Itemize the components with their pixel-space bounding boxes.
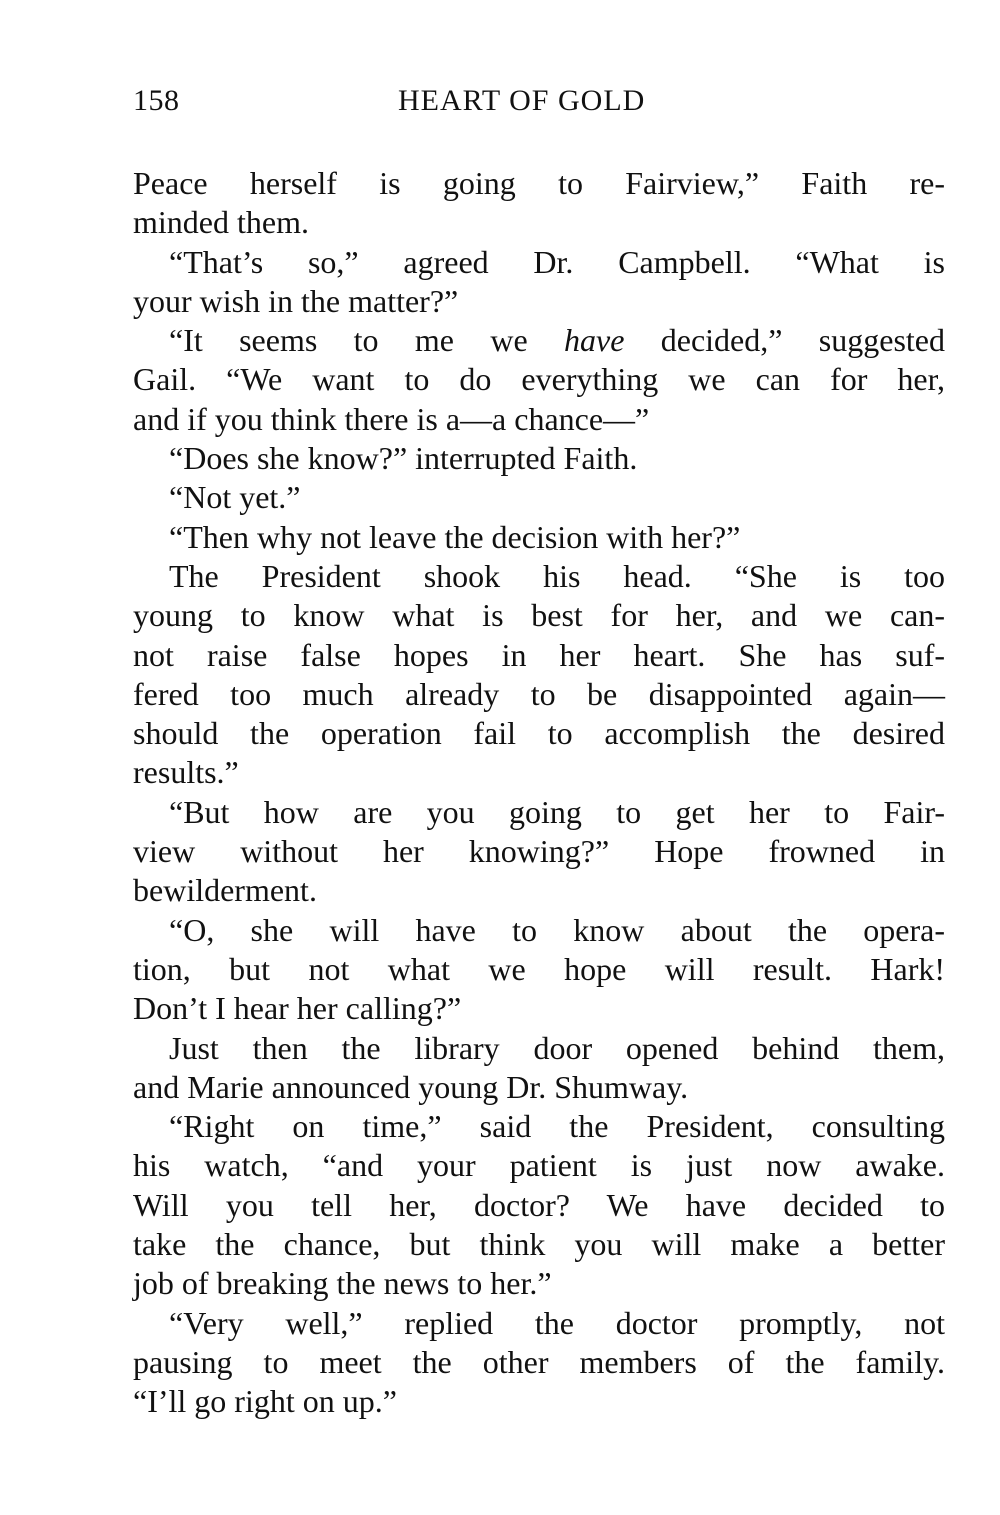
text-line: “But how are you going to get her to Fair- [169, 793, 945, 830]
text-line: not raise false hopes in her heart. She has suf- [133, 636, 945, 673]
text-line: Gail. “We want to do everything we can for her, [133, 361, 945, 398]
page-header [133, 84, 945, 128]
text-line: pausing to meet the other members of the family. [133, 1343, 945, 1380]
text-line: “Right on time,” said the President, consulting [169, 1108, 945, 1145]
text-line: Will you tell her, doctor? We have decided to [133, 1186, 945, 1223]
text-line: his watch, “and your patient is just now awake. [133, 1147, 945, 1184]
text-line: view without her knowing?” Hope frowned in [133, 833, 945, 870]
text-line: “Then why not leave the decision with her?” [169, 518, 741, 555]
text-line: young to know what is best for her, and we can- [133, 597, 945, 634]
text-line: and Marie announced young Dr. Shumway. [133, 1068, 689, 1105]
text-line: “Does she know?” interrupted Faith. [169, 440, 638, 477]
text-line: The President shook his head. “She is too [169, 557, 945, 594]
text-line: tion, but not what we hope will result. Hark! [133, 950, 945, 987]
body-text [133, 164, 945, 1422]
text-line: “It seems to me we have decided,” suggested [169, 322, 946, 359]
page-number: 158 [133, 84, 180, 117]
text-line: take the chance, but think you will make a better [133, 1226, 945, 1263]
text-line: results.” [133, 754, 239, 791]
text-line: job of breaking the news to her.” [133, 1265, 552, 1302]
text-line: Just then the library door opened behind them, [169, 1029, 945, 1066]
text-line: Don’t I hear her calling?” [133, 990, 462, 1027]
text-line: Peace herself is going to Fairview,” Faith re- [133, 165, 945, 201]
text-line: minded them. [133, 204, 309, 241]
emphasized-word: have [564, 322, 625, 359]
text-line: “I’ll go right on up.” [133, 1383, 397, 1420]
text-line: “Not yet.” [169, 479, 301, 516]
text-line: “O, she will have to know about the opera- [169, 911, 945, 948]
text-line: “That’s so,” agreed Dr. Campbell. “What is [169, 243, 945, 280]
text-line: “Very well,” replied the doctor promptly, not [169, 1304, 945, 1341]
text-line: should the operation fail to accomplish the desired [133, 715, 945, 752]
text-line: fered too much already to be disappointed again— [133, 675, 945, 712]
text-line: bewilderment. [133, 872, 317, 909]
text-line: and if you think there is a—a chance—” [133, 400, 650, 437]
text-line: your wish in the matter?” [133, 282, 459, 319]
running-title: HEART OF GOLD [398, 84, 646, 117]
